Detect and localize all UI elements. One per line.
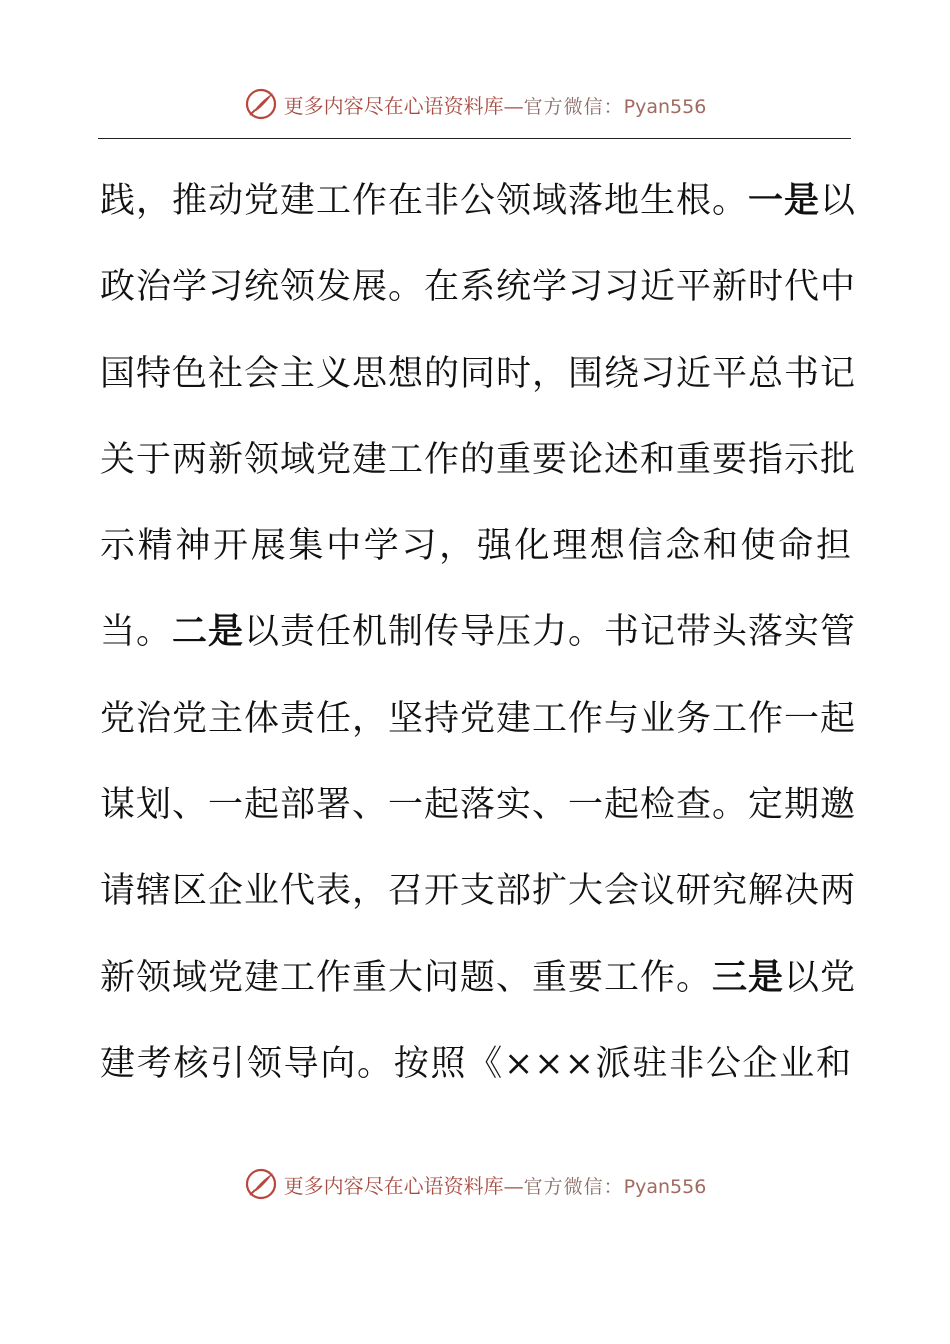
header-banner: [0, 84, 950, 124]
text-segment: 谋划、一起部署、一起落实、一起检查。定期邀: [100, 785, 857, 826]
text-line: [100, 762, 857, 848]
text-line: [100, 676, 857, 762]
text-line: [100, 935, 857, 1021]
quill-pen-logo-icon: [244, 87, 278, 121]
text-line: [100, 589, 857, 675]
text-segment: 新领域党建工作重大问题、重要工作。: [100, 957, 713, 998]
text-segment: 践，推动党建工作在非公领域落地生根。: [100, 181, 749, 221]
bold-marker: 二是: [172, 611, 245, 653]
text-line: [100, 158, 857, 244]
text-segment: 建考核引领导向。按照《×××派驻非公企业和: [100, 1043, 852, 1084]
text-segment: 示精神开展集中学习，强化理想信念和使命担: [100, 526, 852, 567]
text-line: [100, 1021, 852, 1107]
bold-marker: 三是: [712, 956, 785, 998]
text-segment: 以责任机制传导压力。书记带头落实管: [244, 612, 857, 653]
banner-text: 更多内容尽在心语资料库—官方微信：Pyan556: [283, 1173, 707, 1198]
text-line: [100, 244, 857, 330]
text-segment: 以党: [784, 957, 857, 998]
text-segment: 党治党主体责任，坚持党建工作与业务工作一起: [100, 698, 857, 739]
footer-banner: [0, 1164, 950, 1204]
header-divider: [98, 138, 851, 139]
text-segment: 以: [820, 181, 857, 221]
text-line: [100, 503, 852, 589]
text-segment: 政治学习统领发展。在系统学习习近平新时代中: [100, 267, 857, 308]
quill-pen-logo-icon: [244, 1167, 278, 1201]
document-body: [100, 158, 857, 1107]
bold-marker: 一是: [748, 180, 821, 221]
text-segment: 国特色社会主义思想的同时，围绕习近平总书记: [100, 353, 857, 394]
text-line: [100, 417, 857, 503]
banner-text: 更多内容尽在心语资料库—官方微信：Pyan556: [283, 93, 707, 118]
text-line: [100, 331, 857, 417]
text-segment: 关于两新领域党建工作的重要论述和重要指示批: [100, 439, 857, 480]
text-segment: 当。: [100, 612, 173, 653]
text-segment: 请辖区企业代表，召开支部扩大会议研究解决两: [100, 871, 857, 912]
text-line: [100, 848, 857, 934]
